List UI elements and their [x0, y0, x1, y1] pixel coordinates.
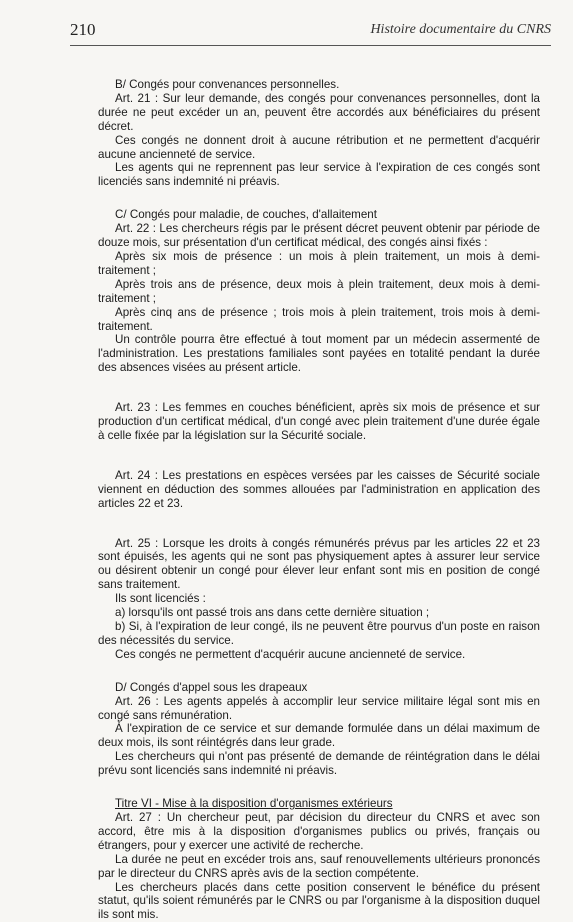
title-vi-heading: Titre VI - Mise à la disposition d'organismes extérieurs: [98, 797, 540, 811]
document-body: [98, 78, 540, 922]
paragraph: Un contrôle pourra être effectué à tout moment par un médecin assermenté de l'administration. Les prestations familiales sont payées en totalité pendant la durée des absences visées au présent article.: [98, 333, 540, 375]
paragraph: Les chercheurs placés dans cette position conservent le bénéfice du présent statut, qu'ils soient rémunérés par le CNRS ou par l'organisme à la disposition duquel ils sont mis.: [98, 881, 540, 922]
article-21: Art. 21 : Sur leur demande, des congés pour convenances personnelles, dont la durée ne peut excéder un an, peuvent être accordés aux bénéficiaires du présent décret.: [98, 92, 540, 134]
header-rule: [70, 45, 551, 46]
paragraph: À l'expiration de ce service et sur demande formulée dans un délai maximum de deux mois, ils sont réintégrés dans leur grade.: [98, 722, 540, 750]
article-25: Art. 25 : Lorsque les droits à congés rémunérés prévus par les articles 22 et 23 sont épuisés, les agents qui ne sont pas physiquement aptes à assurer leur service ou désirent obtenir un congé pour élever leur enfant sont mis en position de congé sans traitement.: [98, 537, 540, 593]
paragraph: Ces congés ne donnent droit à aucune rétribution et ne permettent d'acquérir aucune ancienneté de service.: [98, 134, 540, 162]
paragraph: Ils sont licenciés :: [98, 592, 540, 606]
section-heading-c: C/ Congés pour maladie, de couches, d'allaitement: [98, 208, 540, 222]
list-item: b) Si, à l'expiration de leur congé, ils ne peuvent être pourvus d'un poste en raison des nécessités du service.: [98, 620, 540, 648]
running-title: Histoire documentaire du CNRS: [370, 22, 551, 38]
article-27: Art. 27 : Un chercheur peut, par décision du directeur du CNRS et avec son accord, être mis à la disposition d'organismes publics ou privés, français ou étrangers, pour y exercer une activité de recherche.: [98, 811, 540, 853]
list-item: Après trois ans de présence, deux mois à plein traitement, deux mois à demi-traitement ;: [98, 278, 540, 306]
paragraph: Les chercheurs qui n'ont pas présenté de demande de réintégration dans le délai prévu sont licenciés sans indemnité ni préavis.: [98, 750, 540, 778]
article-23: Art. 23 : Les femmes en couches bénéficient, après six mois de présence et sur production d'un certificat médical, d'un congé avec plein traitement d'une durée égale à celle fixée par la législation sur la Sécurité sociale.: [98, 401, 540, 443]
list-item: Après cinq ans de présence ; trois mois à plein traitement, trois mois à demi-traitement.: [98, 306, 540, 334]
list-item: a) lorsqu'ils ont passé trois ans dans cette dernière situation ;: [98, 606, 540, 620]
paragraph: Les agents qui ne reprennent pas leur service à l'expiration de ces congés sont licenciés sans indemnité ni préavis.: [98, 161, 540, 189]
article-22: Art. 22 : Les chercheurs régis par le présent décret peuvent obtenir par période de douze mois, sur présentation d'un certificat médical, des congés ainsi fixés :: [98, 222, 540, 250]
section-heading-d: D/ Congés d'appel sous les drapeaux: [98, 681, 540, 695]
page-number: 210: [70, 20, 96, 40]
list-item: Après six mois de présence : un mois à plein traitement, un mois à demi-traitement ;: [98, 250, 540, 278]
article-26: Art. 26 : Les agents appelés à accomplir leur service militaire légal sont mis en congé sans rémunération.: [98, 695, 540, 723]
section-heading-b: B/ Congés pour convenances personnelles.: [98, 78, 540, 92]
paragraph: La durée ne peut en excéder trois ans, sauf renouvellements ultérieurs prononcés par le directeur du CNRS après avis de la section compétente.: [98, 853, 540, 881]
article-24: Art. 24 : Les prestations en espèces versées par les caisses de Sécurité sociale viennent en déduction des sommes allouées par l'administration en application des articles 22 et 23.: [98, 469, 540, 511]
paragraph: Ces congés ne permettent d'acquérir aucune ancienneté de service.: [98, 648, 540, 662]
page-header: [70, 20, 551, 42]
